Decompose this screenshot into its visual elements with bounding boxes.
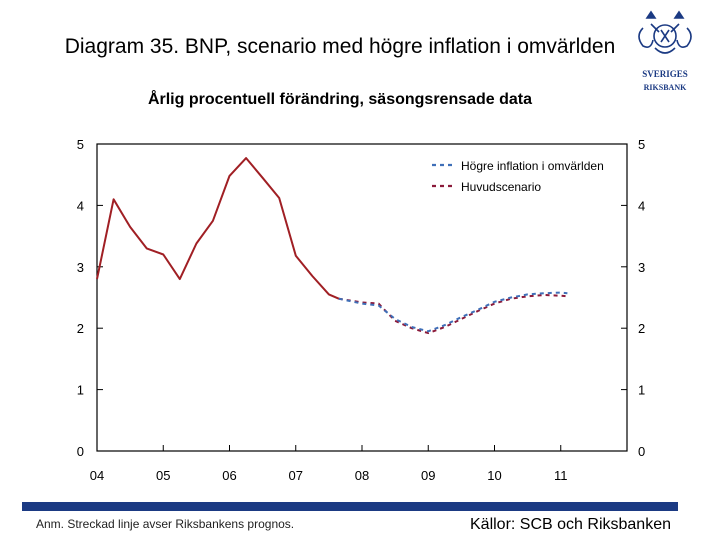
svg-text:SVERIGES: SVERIGES	[642, 69, 688, 79]
y-tick-label-left: 4	[76, 198, 84, 214]
footnote: Anm. Streckad linje avser Riksbankens prognos.	[36, 517, 295, 531]
source-text: Källor: SCB och Riksbanken	[470, 516, 671, 533]
legend-label-scenario: Högre inflation i omvärlden	[461, 159, 604, 173]
chart-title: Diagram 35. BNP, scenario med högre inflation i omvärlden	[64, 35, 616, 58]
x-tick-label: 08	[354, 468, 370, 483]
y-tick-label-left: 0	[76, 444, 84, 459]
y-tick-label-right: 1	[638, 382, 646, 398]
x-tick-label: 06	[222, 468, 237, 483]
chart-subtitle: Årlig procentuell förändring, säsongsrensade data	[147, 91, 533, 108]
y-tick-label-left: 5	[76, 137, 84, 152]
footer-bar	[22, 502, 678, 511]
svg-text:RIKSBANK: RIKSBANK	[643, 83, 687, 92]
x-tick-label: 10	[487, 468, 502, 483]
x-tick-label: 07	[288, 468, 303, 483]
y-tick-label-right: 0	[638, 444, 646, 459]
y-tick-label-right: 5	[638, 137, 646, 152]
y-tick-label-right: 3	[638, 259, 646, 275]
y-tick-label-right: 2	[638, 321, 646, 337]
x-tick-label: 11	[554, 468, 568, 483]
y-tick-label-left: 1	[76, 382, 84, 398]
plot-area	[97, 144, 627, 451]
legend-label-base: Huvudscenario	[461, 180, 542, 194]
x-tick-label: 04	[89, 468, 105, 483]
y-tick-label-left: 2	[76, 321, 84, 337]
x-tick-label: 09	[421, 468, 436, 483]
y-tick-label-right: 4	[638, 198, 646, 214]
y-tick-label-left: 3	[76, 259, 84, 275]
x-tick-label: 05	[156, 468, 171, 483]
